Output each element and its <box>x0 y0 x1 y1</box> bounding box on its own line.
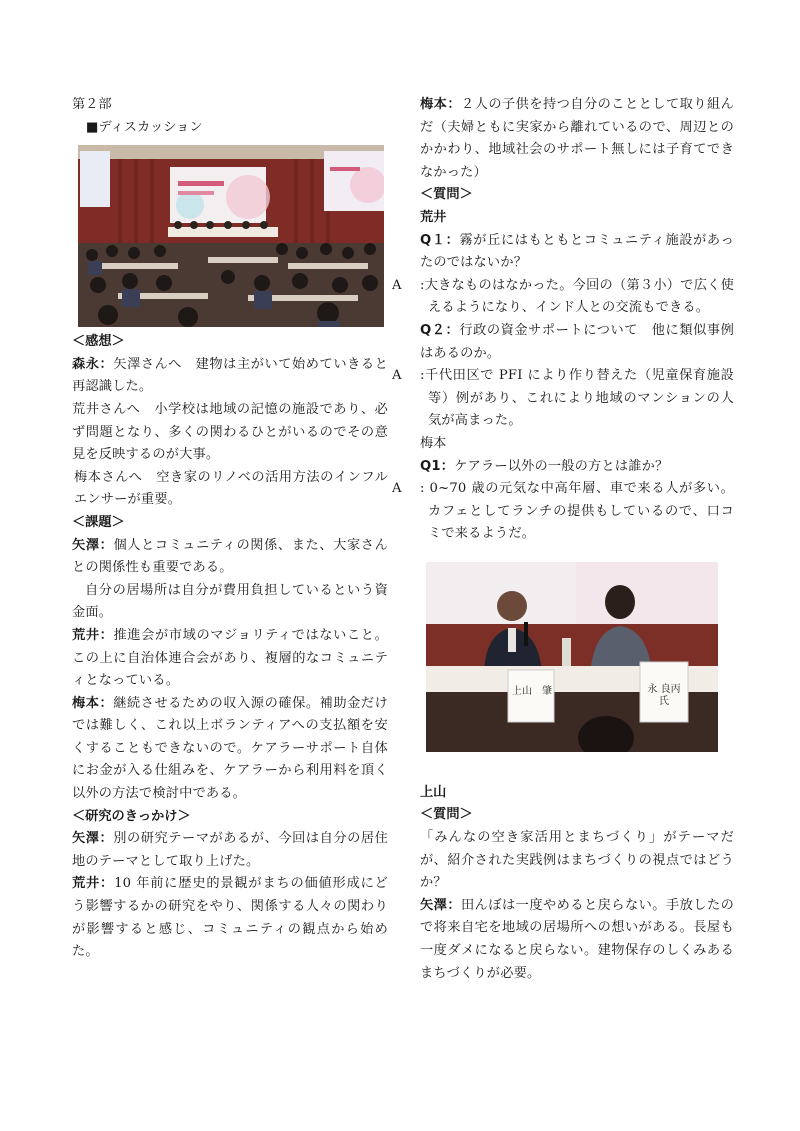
speaker-name: 森永： <box>72 356 114 372</box>
answer-yazawa <box>420 895 734 985</box>
right-column <box>392 94 735 985</box>
question-3 <box>420 456 734 479</box>
question-2 <box>420 320 734 365</box>
answer-3 <box>392 478 734 546</box>
question-1-text: 霧が丘にはもともとコミュニティ施設があったのではないか？ <box>420 232 734 271</box>
kanso-morinaga-text: 矢澤さんへ 建物は主がいて始めていきると再認識した。 <box>72 356 389 395</box>
kikkake-umemoto-text: ２人の子供を持つ自分のこととして取り組んだ（夫婦ともに実家から離れているので、周辺とのかかわり、地域社会のサポート無しには子育てできなかった） <box>420 97 734 180</box>
question-label: Q1： <box>420 458 455 474</box>
question-heading: ＜質問＞ <box>420 187 473 203</box>
question-1 <box>420 230 734 275</box>
speaker-name: 梅本： <box>72 695 114 711</box>
panelists-photo <box>426 562 718 752</box>
answer-2 <box>392 365 734 433</box>
questioner-umemoto: 梅本 <box>420 435 447 451</box>
speaker-name: 荒井： <box>72 876 115 892</box>
question-4-text: 「みんなの空き家活用とまちづくり」がテーマだが、紹介された実践例はまちづくりの視点ではどうか？ <box>420 830 734 891</box>
left-column <box>72 94 388 964</box>
nameplate-left: 上山 肇 <box>512 685 552 697</box>
kikkake-heading: ＜研究のきっかけ＞ <box>72 808 191 824</box>
question-label: Q１： <box>420 232 460 248</box>
kadai-umemoto-text: 継続させるための収入源の確保。補助金だけでは難しく、これ以上ボランティアへの支払額を安くすることもできないので。ケアラーサポート自体にお金が入る仕組みを、ケアラーから利用料を頂く以外の方法で検討中である。 <box>72 695 388 802</box>
kanso-heading: ＜感想＞ <box>72 334 125 350</box>
kadai-arai <box>72 625 388 693</box>
speaker-name: 矢澤： <box>72 831 114 847</box>
answer-1 <box>392 275 734 320</box>
kadai-heading: ＜課題＞ <box>72 514 125 530</box>
question-heading-2: ＜質問＞ <box>420 807 473 823</box>
kadai-yazawa-2: 自分の居場所は自分が費用負担しているという資金面。 <box>72 582 388 621</box>
speaker-name: 矢澤： <box>420 897 461 913</box>
question-label: Q２： <box>420 322 460 338</box>
speaker-name: 荒井： <box>72 627 114 643</box>
kanso-morinaga <box>72 354 388 399</box>
answer-2-text: :千代田区で PFI により作り替えた（児童保育施設等）例があり、これにより地域のマンションの人気が高まった。 <box>420 368 734 429</box>
part-label: 第２部 <box>72 97 112 112</box>
answer-label: A <box>392 368 402 384</box>
answer-yazawa-text: 田んぼは一度やめると戻らない。手放したので将来自宅を地域の居場所への想いがある。長屋も一度ダメになると戻らない。建物保存のしくみあるまちづくりが必要。 <box>420 897 734 981</box>
speaker-name: 梅本： <box>420 97 461 112</box>
question-3-text: ケアラー以外の一般の方とは誰か？ <box>454 458 669 474</box>
section-title: ■ディスカッション <box>86 119 203 135</box>
kikkake-arai <box>72 873 388 963</box>
question-2-text: 行政の資金サポートについて 他に類似事例はあるのか。 <box>420 322 735 361</box>
discussion-hall-photo <box>78 145 384 327</box>
answer-label: A <box>392 277 402 293</box>
kikkake-arai-text: 10 年前に歴史的景観がまちの価値形成にどう影響するかの研究をやり、関係する人々の関わりが影響すると感じ、コミュニティの観点から始めた。 <box>72 876 388 960</box>
questioner-arai: 荒井 <box>420 209 447 225</box>
nameplate-right: 永 良丙 氏 <box>647 683 681 707</box>
answer-1-text: :大きなものはなかった。今回の（第３小）で広く使えるようになり、インド人との交流もできる。 <box>420 277 734 316</box>
kadai-umemoto <box>72 693 388 806</box>
questioner-ueyama: 上山 <box>420 784 447 800</box>
kikkake-yazawa-text: 別の研究テーマがあるが、今回は自分の居住地のテーマとして取り上げた。 <box>72 831 388 869</box>
kadai-yazawa-text: 個人とコミュニティの関係、また、大家さんとの関係性も重要である。 <box>72 537 388 576</box>
kadai-arai-text: 推進会が市域のマジョリティではないこと。この上に自治体連合会があり、複層的なコミュニティとなっている。 <box>72 627 388 689</box>
answer-label: A <box>392 481 402 497</box>
kadai-yazawa <box>72 535 388 580</box>
kikkake-yazawa <box>72 828 388 873</box>
kanso-arai: 荒井さんへ 小学校は地域の記憶の施設であり、必ず問題となり、多くの関わるひとがいるのでその意見を反映するのが大事。 <box>72 401 388 463</box>
kanso-umemoto: 梅本さんへ 空き家のリノベの活用方法のインフルエンサーが重要。 <box>74 469 388 508</box>
answer-3-text: : 0~70 歳の元気な中高年層、車で来る人が多い。カフェとしてランチの提供もしているので、口コミで来るようだ。 <box>420 481 734 542</box>
speaker-name: 矢澤： <box>72 537 114 553</box>
kikkake-umemoto <box>420 94 734 184</box>
